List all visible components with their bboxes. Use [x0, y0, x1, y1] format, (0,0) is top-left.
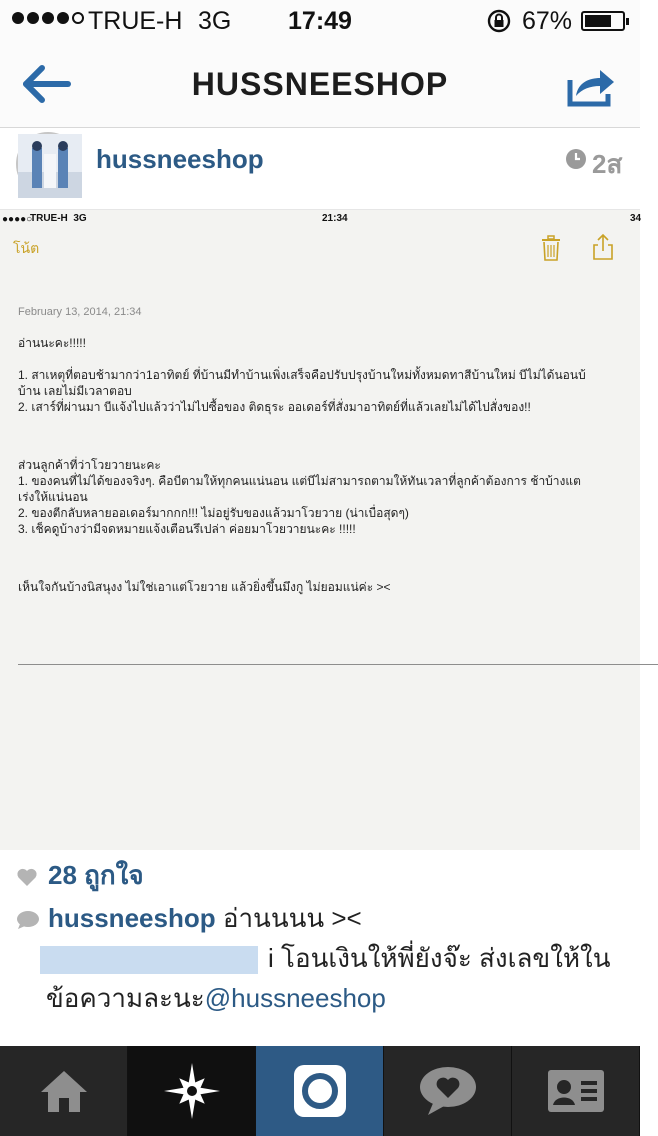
comment-text: อ่านนนน ><	[222, 903, 362, 933]
note-line: 1. สาเหตุที่ตอบช้ามากว่า1อาทิตย์ ที่บ้านมีทำบ้านเพิ่งเสร็จคือปรับปรุงบ้านใหม่ทั้งหมดทาสีบ้านใหม่ บีไม่ได้นอนบ้	[18, 368, 586, 382]
nav-bar	[0, 42, 640, 128]
tab-explore[interactable]	[128, 1046, 256, 1136]
trash-icon	[540, 235, 562, 261]
explore-icon	[162, 1061, 222, 1121]
photo-share-icon	[592, 233, 614, 261]
comment-reply	[16, 938, 626, 978]
note-line: ส่วนลูกค้าที่ว่าโวยวายนะคะ	[18, 458, 161, 472]
post-username[interactable]: hussneeshop	[96, 144, 264, 174]
network-label: 3G	[198, 7, 232, 35]
likes-count[interactable]	[16, 855, 144, 896]
tab-activity[interactable]	[384, 1046, 512, 1136]
avatar[interactable]	[16, 132, 80, 196]
mention-link[interactable]: @hussneeshop	[204, 983, 386, 1013]
tab-home[interactable]	[0, 1046, 128, 1136]
clock-time: 17:49	[288, 7, 352, 35]
post-header	[0, 128, 640, 210]
tab-profile[interactable]	[512, 1046, 640, 1136]
note-text	[18, 306, 658, 594]
post-age: 2ส	[592, 149, 623, 179]
photo-status-right: 34	[630, 213, 642, 224]
status-bar	[0, 0, 640, 42]
camera-icon	[292, 1063, 348, 1119]
page-title: HUSSNEESHOP	[191, 66, 449, 102]
reply-text: i โอนเงินให้พี่ยังจ๊ะ ส่งเลขให้ใน	[268, 943, 611, 973]
photo-time: 21:34	[322, 213, 348, 224]
photo-status-bar	[0, 210, 640, 228]
clock-icon	[565, 148, 587, 170]
note-date: February 13, 2014, 21:34	[18, 306, 142, 318]
comment-block	[16, 898, 626, 1018]
tab-camera[interactable]	[256, 1046, 384, 1136]
carrier-label: TRUE-H	[88, 7, 183, 35]
photo-carrier: TRUE-H 3G	[30, 213, 87, 224]
heart-icon	[16, 867, 38, 887]
activity-icon	[418, 1065, 478, 1117]
photo-notes-back: โน้ต	[13, 240, 40, 256]
note-line: 3. เช็คดูบ้างว่ามีจดหมายแจ้งเตือนรึเปล่า ค่อยมาโวยวายนะคะ !!!!!	[18, 522, 356, 536]
home-icon	[38, 1068, 90, 1114]
note-line: บ้าน เลยไม่มีเวลาตอบ	[18, 384, 132, 398]
comment-row	[16, 898, 626, 938]
battery-percent: 67%	[522, 7, 573, 35]
note-divider	[18, 664, 658, 665]
redacted-username	[40, 946, 258, 974]
note-line: เร่งให้แน่นอน	[18, 490, 88, 504]
battery-icon	[581, 11, 625, 31]
comment-reply-continued	[16, 978, 626, 1018]
note-line: 2. ของตีกลับหลายออเดอร์มากกก!!! ไม่อยู่รับของแล้วมาโวยวาย (น่าเบื่อสุดๆ)	[18, 506, 409, 520]
reply-text-2: ข้อความละนะ	[46, 983, 205, 1013]
note-line: เห็นใจกันบ้างนิสนุงง ไม่ใช่เอาแต่โวยวาย แล้วยิ่งขึ้นมึงกู ไม่ยอมแน่ค่ะ ><	[18, 580, 391, 594]
note-line: อ่านนะคะ!!!!!	[18, 336, 86, 350]
profile-icon	[547, 1069, 605, 1113]
post-photo[interactable]	[0, 210, 640, 850]
note-line: 1. ของคนที่ไม่ได้ของจริงๆ. คือบีตามให้ทุกคนแน่นอน แต่บีไม่สามารถตามให้ทันเวลาที่ลูกค้าต้องการ ช้าบ้างแต	[18, 474, 581, 488]
comment-author[interactable]: hussneeshop	[48, 903, 216, 933]
comment-bubble-icon	[16, 910, 40, 930]
photo-signal-icon: ●●●●○	[2, 214, 33, 225]
tab-bar	[0, 1046, 640, 1136]
share-icon[interactable]	[566, 64, 618, 108]
note-line: 2. เสาร์ที่ผ่านมา บีแจ้งไปแล้วว่าไม่ไปซื้อของ ติดธุระ ออเดอร์ที่สั่งมาอาทิตย์ที่แล้วเลยไม่ได้ไปสั่งของ!!	[18, 400, 531, 414]
rotation-lock-icon	[486, 8, 512, 34]
likes-label: 28 ถูกใจ	[48, 860, 144, 890]
